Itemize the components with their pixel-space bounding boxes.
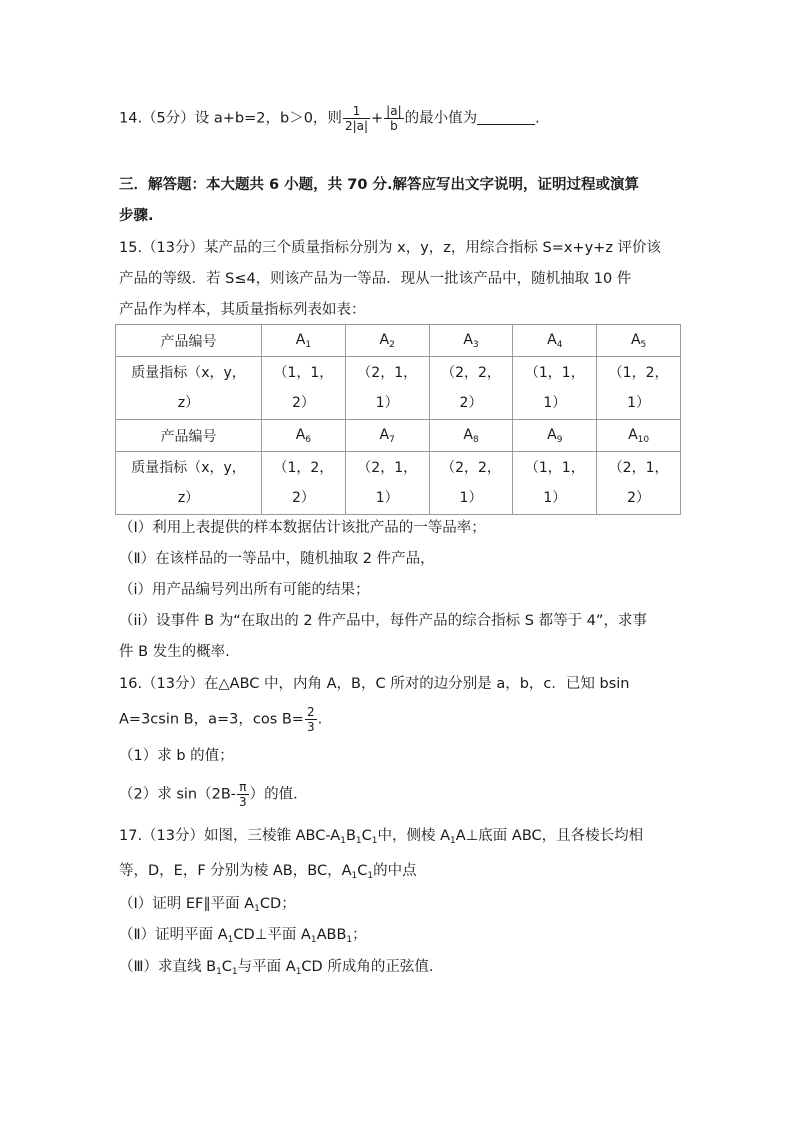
- q17-part-1: （Ⅰ）证明 EF∥平面 $A_1CD$；: [119, 896, 296, 914]
- q17-part-2: （Ⅱ）证明平面 $A_1CD\perp$平面 $A_1ABB_1$；: [119, 927, 367, 945]
- q17-line-2: 等，D，E，F 分别为棱 AB，BC，$A_1C_1$的中点: [119, 863, 417, 881]
- index-label: 质量指标（x，y， z）: [116, 452, 262, 515]
- index-value: （2，1， 2）: [597, 452, 681, 515]
- q17-line-1: 17.（13分）如图，三棱锥 ABC-$A_1B_1C_1$中，侧棱 $A_1A\perp$底面 ABC，且各棱长均相: [119, 828, 644, 846]
- q15-part-2: （Ⅱ）在该样品的一等品中，随机抽取 2 件产品，: [119, 551, 435, 567]
- index-label: 质量指标（x，y， z）: [116, 357, 262, 420]
- table-row: [116, 420, 681, 452]
- q15-part-2ii-cont: 件 B 发生的概率.: [119, 644, 230, 660]
- product-code: $A_8$: [429, 420, 513, 452]
- section-3-heading: 三．解答题：本大题共 6 小题，共 70 分.解答应写出文字说明，证明过程或演算: [119, 177, 639, 193]
- product-code: $A_7$: [345, 420, 429, 452]
- q16-part-2: （2）求 sin（2B- $\frac{\pi}{3}$ ）的值.: [119, 780, 298, 809]
- product-code: $A_2$: [345, 325, 429, 357]
- q14-suffix: 的最小值为: [404, 110, 478, 127]
- index-value: （1，1， 1）: [513, 452, 597, 515]
- index-value: （1，1， 2）: [262, 357, 346, 420]
- q15-line-3: 产品作为样本，其质量指标列表如表：: [119, 302, 366, 318]
- table-row: [116, 325, 681, 357]
- index-value: （2，2， 1）: [429, 452, 513, 515]
- table-row: [116, 357, 681, 420]
- q15-line-2: 产品的等级．若 S≤4，则该产品为一等品．现从一批该产品中，随机抽取 10 件: [119, 271, 632, 287]
- q14-prefix: 14.（5分）设 a+b=2，b＞0，则: [119, 110, 342, 127]
- section-3-heading-cont: 步骤.: [119, 208, 154, 224]
- q17-part-3: （Ⅲ）求直线 $B_1C_1$与平面 $A_1CD$ 所成角的正弦值.: [119, 959, 434, 977]
- q16-line-2: A=3csin B，a=3，cos B= $\frac{2}{3}$ .: [119, 705, 323, 734]
- q15-part-2ii: （ii）设事件 B 为“在取出的 2 件产品中，每件产品的综合指标 S 都等于 4”，求事: [119, 613, 647, 629]
- q16-pi-fraction: $\frac{\pi}{3}$: [239, 780, 247, 809]
- q15-part-1: （Ⅰ）利用上表提供的样本数据估计该批产品的一等品率；: [119, 520, 486, 536]
- code-label: 产品编号: [116, 325, 262, 357]
- q14-fraction-1: $\frac{1}{2|a|}$: [344, 104, 369, 133]
- index-value: （2，2， 2）: [429, 357, 513, 420]
- index-value: （1，2， 2）: [262, 452, 346, 515]
- product-code: $A_{10}$: [597, 420, 681, 452]
- answer-blank: [477, 110, 535, 125]
- product-code: $A_6$: [262, 420, 346, 452]
- quality-index-table: [115, 324, 681, 515]
- q15-part-2i: （i）用产品编号列出所有可能的结果；: [119, 582, 370, 598]
- code-label: 产品编号: [116, 420, 262, 452]
- table-row: [116, 452, 681, 515]
- index-value: （1，2， 1）: [597, 357, 681, 420]
- index-value: （1，1， 1）: [513, 357, 597, 420]
- index-value: （2，1， 1）: [345, 357, 429, 420]
- q16-line-1: 16.（13分）在△ABC 中，内角 A，B，C 所对的边分别是 a，b，c．已知 bsin: [119, 676, 630, 692]
- product-code: $A_1$: [262, 325, 346, 357]
- q16-part-1: （1）求 b 的值；: [119, 748, 234, 764]
- q16-fraction: $\frac{2}{3}$: [306, 705, 315, 734]
- product-code: $A_5$: [597, 325, 681, 357]
- product-code: $A_3$: [429, 325, 513, 357]
- q15-line-1: 15.（13分）某产品的三个质量指标分别为 x，y，z，用综合指标 S=x+y+z 评价该: [119, 240, 662, 256]
- product-code: $A_4$: [513, 325, 597, 357]
- q14-fraction-2: $\frac{|a|}{b}$: [386, 104, 402, 133]
- q14-line: 14.（5分）设 a+b=2，b＞0，则 $\frac{1}{2|a|}$ + $\frac{|a|}{b}$ 的最小值为 .: [119, 104, 540, 133]
- product-code: $A_9$: [513, 420, 597, 452]
- index-value: （2，1， 1）: [345, 452, 429, 515]
